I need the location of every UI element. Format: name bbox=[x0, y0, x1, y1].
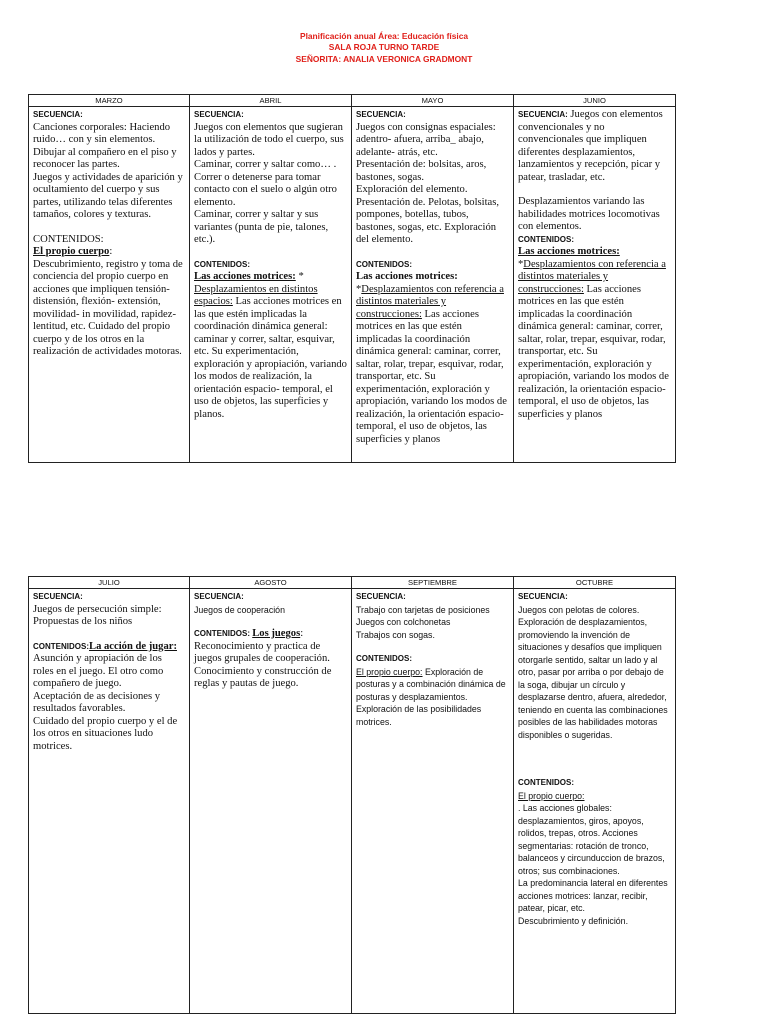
contents-text: El propio cuerpo: Exploración de posturas y a combinación dinámica de posturas y desplazamientos. Exploración de las posibilidades motrices. bbox=[356, 666, 506, 727]
sequence-label: SECUENCIA: bbox=[356, 592, 406, 601]
month-header-julio: JULIO bbox=[29, 577, 190, 589]
contents-title: Las acciones motrices: bbox=[518, 246, 620, 257]
sequence-label: SECUENCIA: bbox=[194, 592, 244, 601]
sequence-text: Canciones corporales: Haciendo ruido… con y sin elementos. Dibujar al compañero en el piso y reconocer las partes. Juegos y actividades de aparición y ocultamiento del cuerpo y sus partes, utilizando telas diferentes tamaños, colores y texturas. bbox=[33, 121, 183, 220]
month-header-octubre: OCTUBRE bbox=[514, 577, 676, 589]
header-teacher: SEÑORITA: ANALIA VERONICA GRADMONT bbox=[295, 53, 473, 64]
plan-table-july-october bbox=[28, 576, 676, 1014]
content-row bbox=[29, 107, 676, 463]
contents-text: *Desplazamientos con referencia a distintos materiales y construcciones: Las acciones motrices en las que estén implicadas la coordinación dinámica general: caminar, correr, saltar, rolar, trepar, esquivar, rodar, transportar, etc. Su experimentación, exploración y apropiación, variando los modos de realización, la orientación espacio- temporal, el uso de objetos, las superficies y planos bbox=[518, 258, 669, 420]
contents-subtitle: Desplazamientos con referencia a distintos materiales y construcciones: bbox=[356, 283, 504, 320]
contents-title: El propio cuerpo: bbox=[33, 246, 113, 257]
header-title: Planificación anual Área: Educación física bbox=[299, 31, 469, 41]
cell-abril bbox=[190, 107, 352, 463]
plan-table-march-june bbox=[28, 94, 676, 463]
cell-septiembre bbox=[352, 589, 514, 1014]
contents-label: CONTENIDOS: bbox=[194, 629, 253, 638]
contents-label: CONTENIDOS: bbox=[518, 234, 574, 244]
contents-title-text: La acción de jugar: bbox=[89, 640, 177, 652]
contents-label: CONTENIDOS: bbox=[194, 259, 250, 269]
contents-text: *Desplazamientos con referencia a distintos materiales y construcciones: Las acciones motrices en las que estén implicadas la coordinación dinámica general: caminar, correr, saltar, rolar, trepar, esquivar, rodar, transportar, etc. Su experimentación, exploración y apropiación, variando los modos de realización, la orientación espacio- temporal, el uso de objetos, las superficies y planos bbox=[356, 283, 507, 445]
sequence-text: Juegos de cooperación bbox=[194, 604, 285, 615]
sequence-text: Juegos con elementos que sugieran la utilización de todo el cuerpo, sus lados y partes. Caminar, correr y saltar como… . Correr o detenerse para tomar contacto con el suelo o algún otro elemento. Caminar, correr y saltar y sus variantes (punta de pie, talones, etc.). bbox=[194, 121, 344, 245]
sequence-label: SECUENCIA: bbox=[194, 110, 244, 119]
document-header bbox=[0, 31, 768, 65]
sequence-label: SECUENCIA: bbox=[518, 110, 568, 119]
sequence-label: SECUENCIA: bbox=[33, 110, 83, 119]
contents-label: CONTENIDOS: bbox=[356, 654, 412, 663]
contents-label: CONTENIDOS: bbox=[356, 259, 412, 269]
contents-text: . Las acciones globales: desplazamientos, giros, apoyos, rolidos, trepas, otros. Acciones segmentarias: rotación de tronco, balanceos y circunduccion de brazos, otros; sus combinaciones. La predominancia lateral en diferentes acciones motrices: lanzar, recibir, patear, picar, etc. Descubrimiento y definición. bbox=[518, 803, 668, 926]
sequence-text-2: Desplazamientos variando las habilidades motrices locomotivas con elementos. bbox=[518, 196, 660, 232]
cell-junio bbox=[514, 107, 676, 463]
contents-title bbox=[33, 641, 185, 654]
contents-text: Desplazamientos en distintos espacios: Las acciones motrices en las que estén implicadas la coordinación dinámica general: caminar y correr, saltar, esquivar, etc. Su experimentación, exploración y apropiación, variando los modos de realización, la orientación espacio- temporal, el uso de objetos, las superficies y planos. bbox=[194, 283, 347, 420]
cell-agosto bbox=[190, 589, 352, 1014]
contents-text: Asunción y apropiación de los roles en el juego. El otro como compañero de juego. Aceptación de as decisiones y resultados favorables. Cuidado del propio cuerpo y el de los otros en situaciones ludo motrices. bbox=[33, 653, 178, 752]
contents-title-text: Las acciones motrices: bbox=[194, 271, 296, 282]
contents-title: Las acciones motrices: * bbox=[194, 271, 304, 282]
sequence-text: Juegos de persecución simple: Propuestas de los niños bbox=[33, 603, 162, 627]
month-header-septiembre: SEPTIEMBRE bbox=[352, 577, 514, 589]
contents-label: CONTENIDOS: bbox=[518, 778, 574, 787]
contents-title: El propio cuerpo: bbox=[518, 790, 585, 801]
month-header-mayo: MAYO bbox=[352, 95, 514, 107]
cell-mayo bbox=[352, 107, 514, 463]
contents-title: CONTENIDOS: Los juegos: bbox=[194, 628, 304, 639]
contents-text: Reconocimiento y practica de juegos grupales de cooperación. Conocimiento y construcción de reglas y pautas de juego. bbox=[194, 640, 332, 689]
sequence-text: Juegos con consignas espaciales: adentro- afuera, arriba_ abajo, adelante- atrás, etc. Presentación de: bolsitas, aros, bastones, sogas. Exploración del elemento. Presentación de. Pelotas, bolsitas, pompones, botellas, tubos, bastones, sogas, etc. Exploración del elemento. bbox=[356, 121, 499, 245]
month-header-abril: ABRIL bbox=[190, 95, 352, 107]
sequence-text: Juegos con pelotas de colores. Exploración de desplazamientos, promoviendo la invención de situaciones y desafíos que impliquen otorgarle sentido, saltar un lado y al otro, pasar por arriba o por debajo de la soga, dibujar un círculo y desplazarse dentro, afuera, alrededor, teniendo en cuenta las combinaciones posibles de las habilidades motoras disponibles o sugeridas. bbox=[518, 604, 668, 740]
contents-subtitle: Desplazamientos en distintos espacios: bbox=[194, 283, 318, 307]
contents-subtitle: Desplazamientos con referencia a distintos materiales y construcciones: bbox=[518, 258, 666, 295]
contents-label: CONTENIDOS: bbox=[33, 641, 89, 651]
cell-marzo bbox=[29, 107, 190, 463]
sequence-label: SECUENCIA: bbox=[356, 110, 406, 119]
cell-octubre bbox=[514, 589, 676, 1014]
sequence-text: SECUENCIA: Juegos con elementos convencionales y no convencionales que impliquen diferentes desplazamientos, lanzamientos y recepción, picar y patear, trasladar, etc. bbox=[518, 109, 663, 183]
sequence-label: SECUENCIA: bbox=[33, 592, 83, 601]
month-header-junio: JUNIO bbox=[514, 95, 676, 107]
sequence-label: SECUENCIA: bbox=[518, 592, 568, 601]
header-class: SALA ROJA TURNO TARDE bbox=[328, 42, 440, 53]
contents-label: CONTENIDOS: bbox=[33, 233, 104, 245]
contents-title: El propio cuerpo: bbox=[356, 666, 423, 677]
month-header-marzo: MARZO bbox=[29, 95, 190, 107]
content-row bbox=[29, 589, 676, 1014]
contents-text: Descubrimiento, registro y toma de conciencia del propio cuerpo en acciones que impliquen tensión- distensión, flexión- extensión, movilidad- in movilidad, rapidez- lentitud, etc. Cuidado del propio cuerpo y de los otros en la realización de actividades motoras. bbox=[33, 258, 183, 357]
cell-julio bbox=[29, 589, 190, 1014]
contents-title-text: Los juegos bbox=[252, 628, 301, 639]
month-header-agosto: AGOSTO bbox=[190, 577, 352, 589]
contents-title: Las acciones motrices: bbox=[356, 271, 458, 282]
month-header-row bbox=[29, 95, 676, 107]
month-header-row bbox=[29, 577, 676, 589]
sequence-text: Trabajo con tarjetas de posiciones Juegos con colchonetas Trabajos con sogas. bbox=[356, 604, 490, 640]
contents-title-text: El propio cuerpo bbox=[33, 246, 110, 257]
